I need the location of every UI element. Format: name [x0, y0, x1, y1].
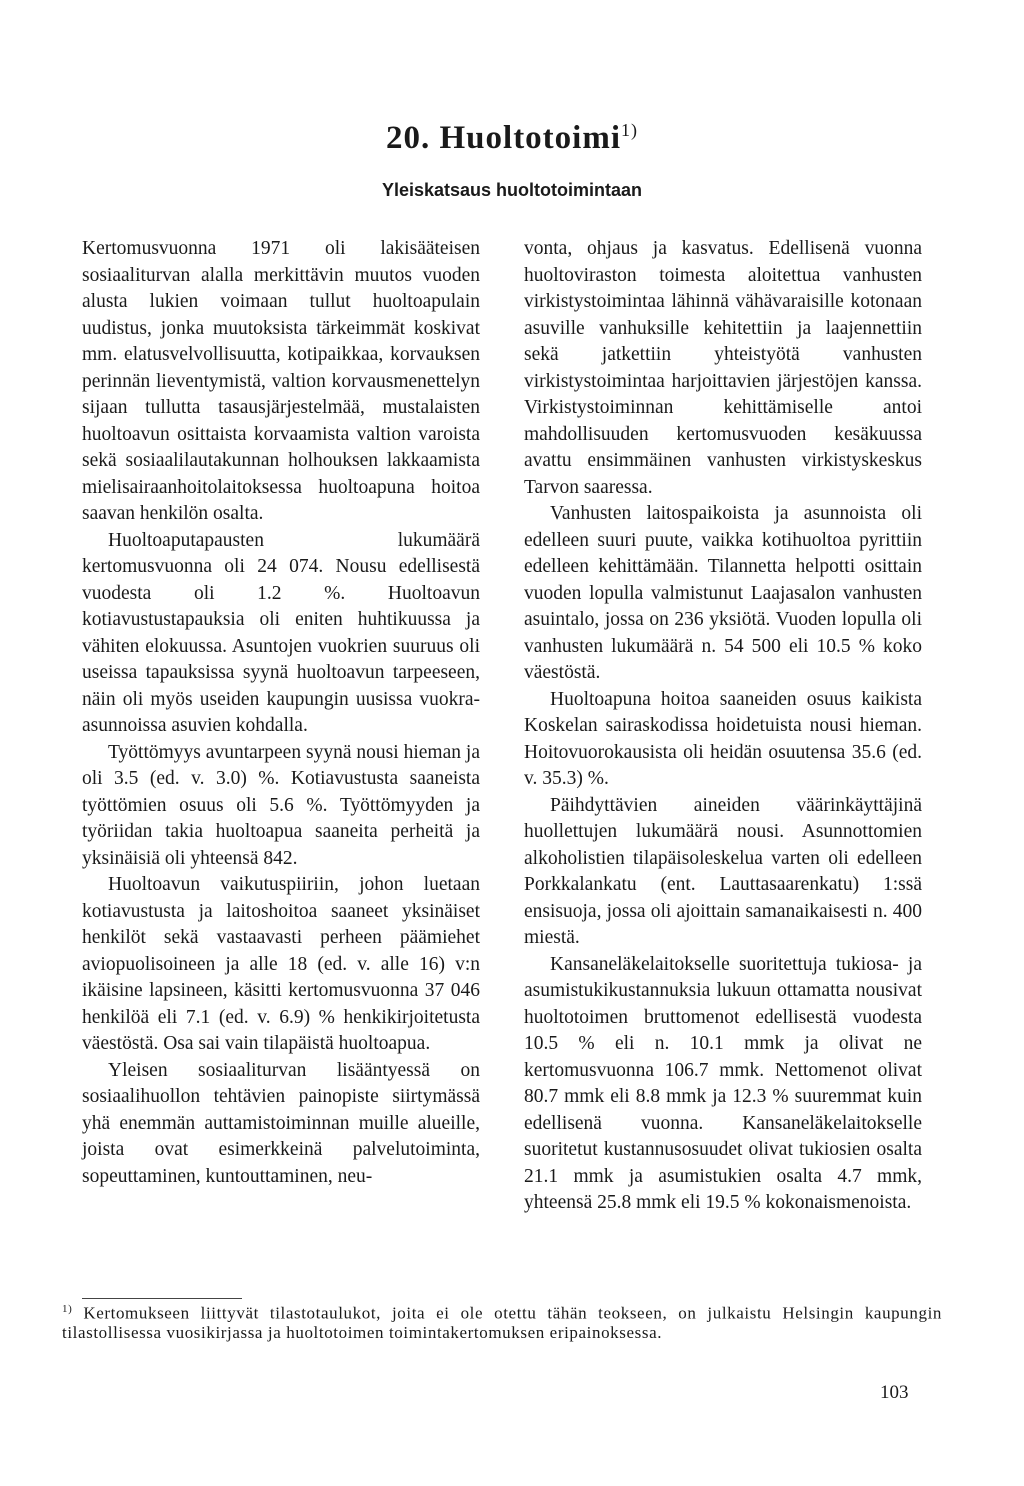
footnote	[62, 1300, 942, 1342]
page-number: 103	[880, 1382, 909, 1403]
footnote-divider	[82, 1298, 242, 1299]
paragraph: Yleisen sosiaaliturvan lisääntyessä on sosiaalihuollon tehtävien painopiste siirtymässä yhä enemmän auttamistoiminnan muille alueille, joista ovat esimerkkeinä palvelutoiminta, sopeuttaminen, kuntouttaminen, neu-	[82, 1059, 480, 1187]
paragraph: Huoltoavun vaikutuspiiriin, johon luetaan kotiavustusta ja laitoshoitoa saaneet yksinäiset henkilöt sekä vastaavasti perheen päämiehet aviopuolisoineen ja alle 18 (ed. v. alle 16) v:n ikäisine lapsineen, käsitti kertomusvuonna 37 046 henkilöä eli 7.1 (ed. v. 6.9) % henkikirjoitetusta väestöstä. Osa sai vain tilapäistä huoltoapua.	[82, 874, 480, 1054]
section-subtitle: Yleiskatsaus huoltotoimintaan	[381, 180, 643, 200]
paragraph: Kertomusvuonna 1971 oli lakisääteisen sosiaaliturvan alalla merkittävin muutos vuoden alusta lukien voimaan tullut huoltoapulain uudistus, jonka muutoksista tärkeimmät koskivat mm. elatusvelvollisuutta, kotipaikkaa, korvauksen perinnän lieventymistä, valtion korvausmenettelyn sijaan tullutta tasausjärjestelmää, mustalaisten huoltoavun osittaista korvaamista valtion varoista sekä sosiaalilautakunnan holhouksen lakkaamista mielisairaanhoitolaitoksessa huoltoapuna hoitoa saavan henkilön osalta.	[82, 238, 480, 524]
right-column	[524, 236, 922, 1217]
left-column	[82, 236, 480, 1190]
paragraph: Työttömyys avuntarpeen syynä nousi hieman ja oli 3.5 (ed. v. 3.0) %. Kotiavustusta saaneista työttömien osuus oli 5.6 %. Työttömyyden ja työriidan takia huoltoapua saaneita perheitä ja yksinäisiä oli yhteensä 842.	[82, 741, 480, 869]
chapter-title: Huoltotoimi	[439, 120, 621, 156]
page-title	[0, 120, 1024, 157]
paragraph: Huoltoapuna hoitoa saaneiden osuus kaikista Koskelan sairaskodissa hoidetuista nousi hieman. Hoitovuorokausista oli heidän osuutensa 35.6 (ed. v. 35.3) %.	[524, 688, 922, 789]
footnote-text: Kertomukseen liittyvät tilastotaulukot, joita ei ole otettu tähän teokseen, on julkaistu Helsingin kaupungin tilastollisessa vuosikirjassa ja huoltotoimen toimintakertomuksen eripainoksessa.	[62, 1303, 942, 1342]
paragraph: Vanhusten laitospaikoista ja asunnoista oli edelleen suuri puute, vaikka kotihuoltoa pyrittiin edelleen kehittämään. Tilannetta helpotti osittain vuoden lopulla valmistunut Laajasalon vanhusten asuintalo, jossa on 236 yksiötä. Vuoden lopulla oli vanhusten lukumäärä n. 54 500 eli 10.5 % koko väestöstä.	[524, 503, 922, 683]
paragraph: Päihdyttävien aineiden väärinkäyttäjinä huollettujen lukumäärä nousi. Asunnottomien alkoholistien tilapäisoleskelua varten oli edelleen Porkkalankatu (ent. Lauttasaarenkatu) 1:ssä ensisuoja, jossa oli ajoittain samanaikaisesti n. 400 miestä.	[524, 794, 922, 948]
title-footnote-marker: 1)	[621, 120, 638, 140]
paragraph: Huoltoaputapausten lukumäärä kertomusvuonna oli 24 074. Nousu edellisestä vuodesta oli 1.2 %. Huoltoavun kotiavustustapauksia oli eniten huhtikuussa ja vähiten elokuussa. Asuntojen vuokrien suuruus oli useissa tapauksissa syynä huoltoavun tarpeeseen, näin oli myös useiden kaupungin uusissa vuokra-asunnoissa asuvien kohdalla.	[82, 529, 480, 736]
paragraph: Kansaneläkelaitokselle suoritettuja tukiosa- ja asumistukikustannuksia lukuun ottamatta nousivat huoltotoimen bruttomenot edellisestä vuodesta 10.5 % eli n. 10.1 mmk ja olivat ne kertomusvuonna 106.7 mmk. Nettomenot olivat 80.7 mmk eli 8.8 mmk ja 12.3 % suuremmat kuin edellisenä vuonna. Kansaneläkelaitokselle suoritetut kustannusosuudet olivat tukiosien osalta 21.1 mmk ja asumistukien osalta 4.7 mmk, yhteensä 25.8 mmk eli 19.5 % kokonaismenoista.	[524, 953, 922, 1213]
paragraph: vonta, ohjaus ja kasvatus. Edellisenä vuonna huoltoviraston toimesta aloitettua vanhusten virkistystoimintaa lähinnä vähävaraisille kotonaan asuville vanhuksille kehitettiin ja laajennettiin sekä jatkettiin yhteistyötä vanhusten virkistystoimintaa harjoittavien järjestöjen kanssa. Virkistystoiminnan kehittämiselle antoi mahdollisuuden kertomusvuoden kesäkuussa avattu ensimmäinen vanhusten virkistyskeskus Tarvon saaressa.	[524, 238, 922, 498]
chapter-number: 20.	[386, 120, 431, 156]
footnote-marker: 1)	[62, 1303, 73, 1315]
